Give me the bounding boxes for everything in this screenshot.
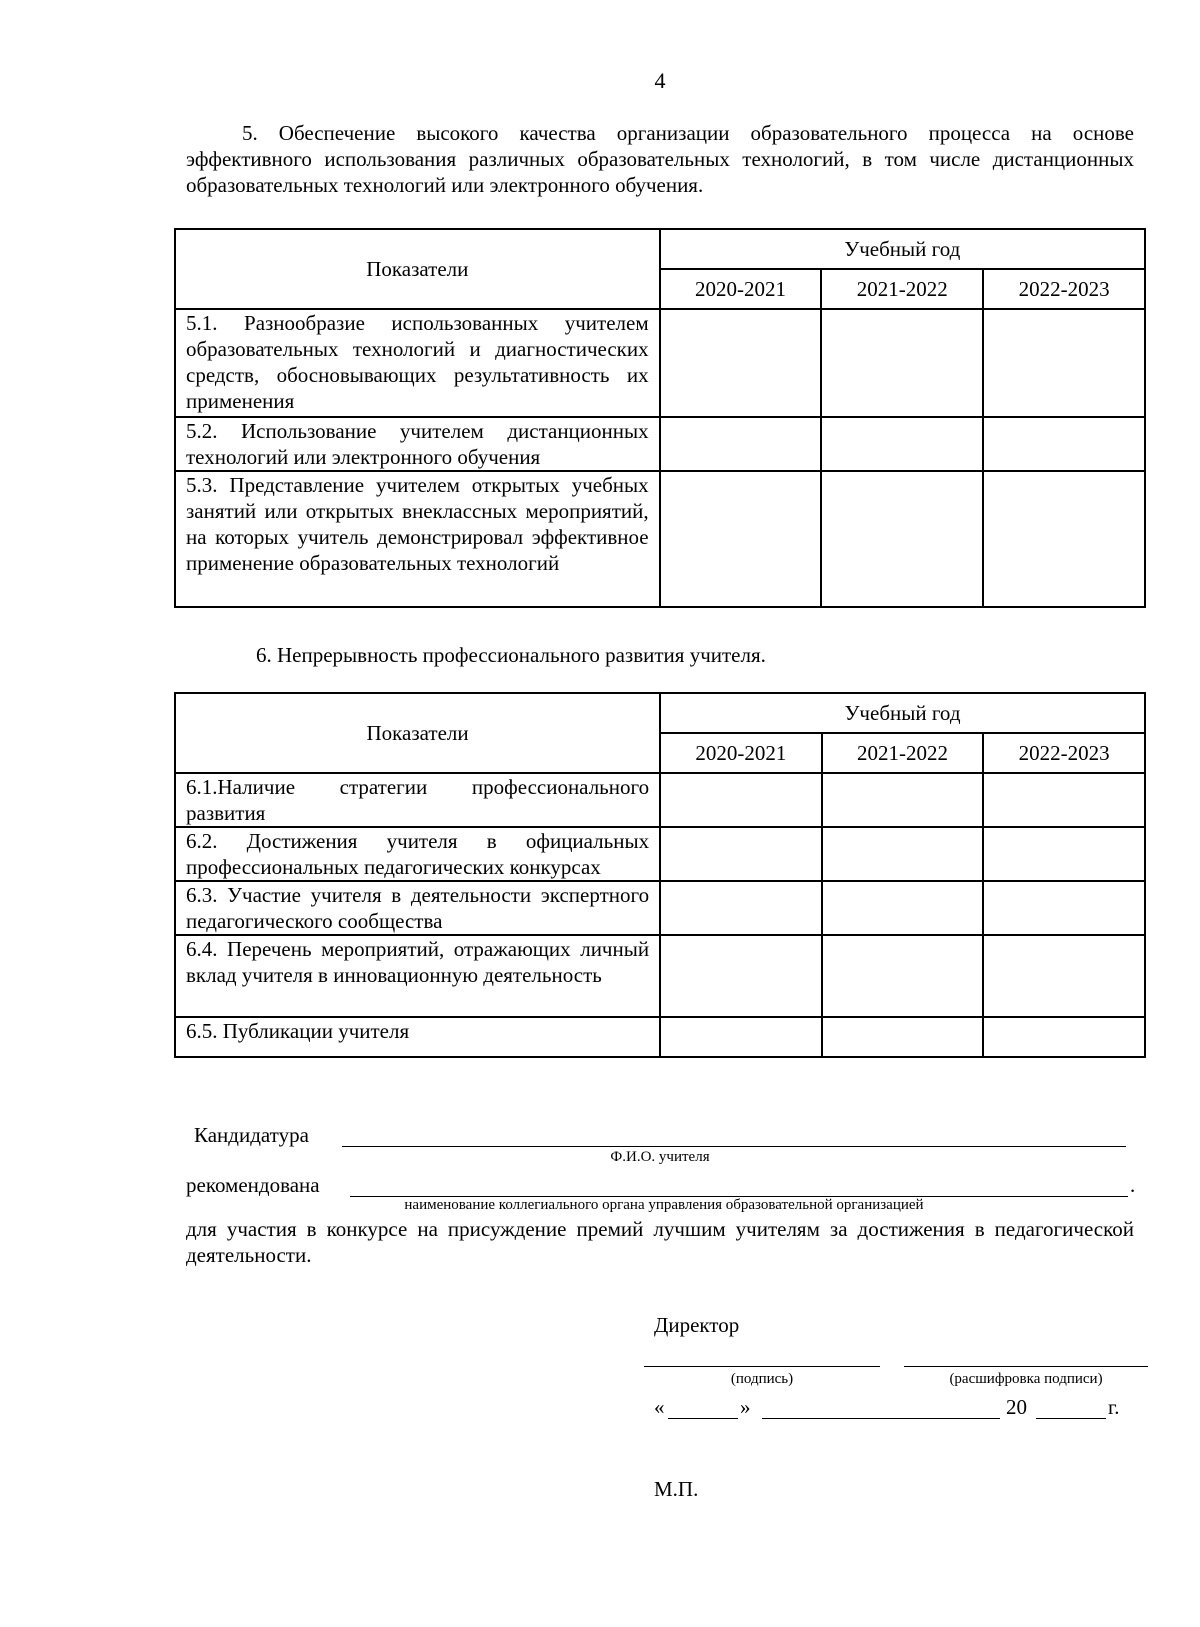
header-academic-year: Учебный год — [660, 693, 1145, 733]
header-indicators: Показатели — [175, 229, 660, 309]
section6-intro: 6. Непрерывность профессионального развития учителя. — [256, 643, 766, 667]
recommended-end: . — [1130, 1173, 1136, 1197]
date-month-field[interactable] — [762, 1394, 1000, 1419]
table-row — [175, 471, 1145, 607]
cell — [983, 773, 1145, 827]
table-row — [175, 773, 1145, 827]
cell — [983, 309, 1145, 417]
table-row — [175, 1017, 1145, 1057]
director-label: Директор — [654, 1313, 740, 1337]
date-quote-close: » — [740, 1395, 751, 1419]
candidacy-label: Кандидатура — [194, 1123, 309, 1147]
cell — [821, 309, 983, 417]
cell — [660, 1017, 822, 1057]
signature-field[interactable] — [644, 1344, 880, 1367]
cell — [822, 881, 984, 935]
cell — [660, 471, 822, 607]
year-col-1: 2020-2021 — [660, 733, 822, 773]
cell — [822, 935, 984, 1017]
cell — [822, 827, 984, 881]
sign-caption: (подпись) — [730, 1371, 794, 1387]
section5-table — [174, 228, 1146, 608]
year-col-2: 2021-2022 — [822, 733, 984, 773]
date-quote-open: « — [654, 1395, 665, 1419]
cell — [660, 417, 822, 471]
cell — [822, 1017, 984, 1057]
row-label: 6.5. Публикации учителя — [175, 1017, 660, 1057]
row-label: 5.2. Использование учителем дистанционных технологий или электронного обучения — [175, 417, 660, 471]
row-label: 5.1. Разнообразие использованных учителем образовательных технологий и диагностических средств, обосновывающих результативность их применения — [175, 309, 660, 417]
signature-decode-field[interactable] — [904, 1344, 1148, 1367]
year-col-3: 2022-2023 — [983, 269, 1145, 309]
row-label: 5.3. Представление учителем открытых учебных занятий или открытых внеклассных мероприятий, на которых учитель демонстрировал эффективное применение образовательных технологий — [175, 471, 660, 607]
table-row — [175, 935, 1145, 1017]
year-col-2: 2021-2022 — [821, 269, 983, 309]
stamp-place: М.П. — [654, 1477, 699, 1501]
header-indicators: Показатели — [175, 693, 660, 773]
cell — [983, 417, 1145, 471]
year-col-3: 2022-2023 — [983, 733, 1145, 773]
row-label: 6.1.Наличие стратегии профессионального развития — [175, 773, 660, 827]
recommended-label: рекомендована — [186, 1173, 320, 1197]
cell — [660, 881, 822, 935]
date-year-field[interactable] — [1036, 1394, 1106, 1419]
table-row — [175, 881, 1145, 935]
section5-intro: 5. Обеспечение высокого качества организации образовательного процесса на основе эффективного использования различных образовательных технологий, в том числе дистанционных образовательных технологий или электронного обучения. — [186, 121, 1134, 197]
cell — [821, 471, 983, 607]
cell — [822, 773, 984, 827]
year-col-1: 2020-2021 — [660, 269, 822, 309]
cell — [660, 827, 822, 881]
fio-caption: Ф.И.О. учителя — [610, 1149, 710, 1165]
row-label: 6.2. Достижения учителя в официальных профессиональных педагогических конкурсах — [175, 827, 660, 881]
teacher-name-field[interactable] — [342, 1122, 1126, 1147]
date-year-suffix: г. — [1108, 1395, 1120, 1419]
row-label: 6.4. Перечень мероприятий, отражающих личный вклад учителя в инновационную деятельность — [175, 935, 660, 1017]
cell — [983, 827, 1145, 881]
cell — [660, 935, 822, 1017]
organ-name-field[interactable] — [350, 1172, 1128, 1197]
table-row — [175, 827, 1145, 881]
cell — [983, 1017, 1145, 1057]
cell — [660, 309, 822, 417]
header-academic-year: Учебный год — [660, 229, 1145, 269]
cell — [660, 773, 822, 827]
purpose-text: для участия в конкурсе на присуждение премий лучшим учителям за достижения в педагогической деятельности. — [186, 1217, 1134, 1267]
cell — [983, 471, 1145, 607]
cell — [821, 417, 983, 471]
cell — [983, 881, 1145, 935]
date-day-field[interactable] — [668, 1394, 738, 1419]
table-row — [175, 309, 1145, 417]
cell — [983, 935, 1145, 1017]
row-label: 6.3. Участие учителя в деятельности экспертного педагогического сообщества — [175, 881, 660, 935]
page-number: 4 — [654, 68, 666, 93]
date-year-prefix: 20 — [1006, 1395, 1027, 1419]
table-row — [175, 417, 1145, 471]
section6-table — [174, 692, 1146, 1058]
decode-caption: (расшифровка подписи) — [949, 1371, 1103, 1387]
org-caption: наименование коллегиального органа управления образовательной организацией — [404, 1197, 924, 1213]
